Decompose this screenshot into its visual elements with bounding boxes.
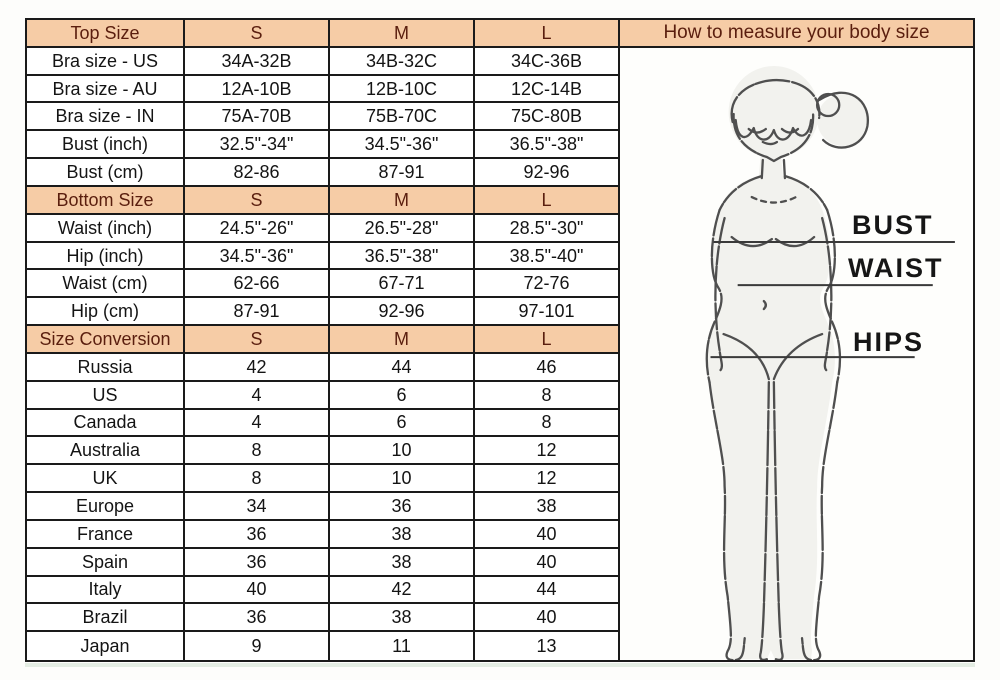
- waist-label: WAIST: [848, 252, 944, 283]
- row-label-cell: Japan: [27, 632, 185, 660]
- row-label-cell: US: [27, 382, 185, 410]
- size-value-cell: 4: [185, 410, 330, 438]
- row-label-cell: France: [27, 521, 185, 549]
- size-value-cell: 12: [475, 465, 618, 493]
- size-value-cell: 6: [330, 410, 475, 438]
- size-value-cell: 38: [330, 604, 475, 632]
- row-label-cell: Waist (cm): [27, 270, 185, 298]
- bust-label: BUST: [852, 209, 934, 240]
- size-value-cell: 38.5"-40": [475, 243, 618, 271]
- size-value-cell: 44: [330, 354, 475, 382]
- size-value-cell: 36.5"-38": [475, 131, 618, 159]
- section-title-cell: Top Size: [27, 20, 185, 48]
- row-label-cell: Spain: [27, 549, 185, 577]
- section-title-cell: Bottom Size: [27, 187, 185, 215]
- size-value-cell: 62-66: [185, 270, 330, 298]
- size-value-cell: 75C-80B: [475, 103, 618, 131]
- size-value-cell: 6: [330, 382, 475, 410]
- size-value-cell: 36: [185, 521, 330, 549]
- size-value-cell: 36: [185, 549, 330, 577]
- row-label-cell: Bra size - AU: [27, 76, 185, 104]
- size-value-cell: 34: [185, 493, 330, 521]
- size-value-cell: 34A-32B: [185, 48, 330, 76]
- size-value-cell: 26.5"-28": [330, 215, 475, 243]
- row-label-cell: Hip (cm): [27, 298, 185, 326]
- size-value-cell: 36.5"-38": [330, 243, 475, 271]
- size-value-cell: 12C-14B: [475, 76, 618, 104]
- size-value-cell: 42: [330, 577, 475, 605]
- section-title-cell: Size Conversion: [27, 326, 185, 354]
- row-label-cell: Waist (inch): [27, 215, 185, 243]
- size-value-cell: 4: [185, 382, 330, 410]
- panel-title: How to measure your body size: [620, 20, 973, 48]
- size-col-header: L: [475, 326, 618, 354]
- size-value-cell: 92-96: [330, 298, 475, 326]
- size-value-cell: 10: [330, 437, 475, 465]
- size-value-cell: 34.5"-36": [330, 131, 475, 159]
- size-value-cell: 11: [330, 632, 475, 660]
- row-label-cell: Australia: [27, 437, 185, 465]
- size-value-cell: 87-91: [330, 159, 475, 187]
- size-col-header: M: [330, 187, 475, 215]
- size-value-cell: 82-86: [185, 159, 330, 187]
- size-value-cell: 36: [185, 604, 330, 632]
- size-value-cell: 36: [330, 493, 475, 521]
- size-value-cell: 12B-10C: [330, 76, 475, 104]
- row-label-cell: Bust (inch): [27, 131, 185, 159]
- size-value-cell: 40: [475, 549, 618, 577]
- size-table: [25, 18, 620, 662]
- row-label-cell: Bust (cm): [27, 159, 185, 187]
- row-label-cell: Italy: [27, 577, 185, 605]
- table-bottom-shadow: [25, 663, 975, 667]
- size-value-cell: 42: [185, 354, 330, 382]
- size-value-cell: 32.5"-34": [185, 131, 330, 159]
- size-value-cell: 8: [475, 410, 618, 438]
- size-value-cell: 12A-10B: [185, 76, 330, 104]
- size-value-cell: 34B-32C: [330, 48, 475, 76]
- size-value-cell: 40: [185, 577, 330, 605]
- size-value-cell: 8: [185, 465, 330, 493]
- size-col-header: L: [475, 187, 618, 215]
- size-value-cell: 44: [475, 577, 618, 605]
- size-value-cell: 92-96: [475, 159, 618, 187]
- size-col-header: S: [185, 187, 330, 215]
- size-value-cell: 8: [185, 437, 330, 465]
- row-label-cell: Europe: [27, 493, 185, 521]
- size-value-cell: 24.5"-26": [185, 215, 330, 243]
- size-col-header: M: [330, 20, 475, 48]
- size-value-cell: 38: [475, 493, 618, 521]
- size-col-header: S: [185, 326, 330, 354]
- measure-panel: [620, 18, 975, 662]
- size-value-cell: 67-71: [330, 270, 475, 298]
- size-value-cell: 38: [330, 549, 475, 577]
- row-label-cell: Bra size - IN: [27, 103, 185, 131]
- size-value-cell: 40: [475, 604, 618, 632]
- size-col-header: S: [185, 20, 330, 48]
- size-value-cell: 75B-70C: [330, 103, 475, 131]
- row-label-cell: Brazil: [27, 604, 185, 632]
- row-label-cell: Bra size - US: [27, 48, 185, 76]
- figure-area: [620, 48, 973, 660]
- size-col-header: M: [330, 326, 475, 354]
- row-label-cell: Canada: [27, 410, 185, 438]
- size-value-cell: 12: [475, 437, 618, 465]
- size-value-cell: 40: [475, 521, 618, 549]
- size-value-cell: 28.5"-30": [475, 215, 618, 243]
- row-label-cell: UK: [27, 465, 185, 493]
- size-value-cell: 97-101: [475, 298, 618, 326]
- size-value-cell: 8: [475, 382, 618, 410]
- size-value-cell: 34.5"-36": [185, 243, 330, 271]
- size-value-cell: 87-91: [185, 298, 330, 326]
- row-label-cell: Hip (inch): [27, 243, 185, 271]
- size-value-cell: 75A-70B: [185, 103, 330, 131]
- row-label-cell: Russia: [27, 354, 185, 382]
- size-value-cell: 10: [330, 465, 475, 493]
- size-value-cell: 34C-36B: [475, 48, 618, 76]
- size-value-cell: 9: [185, 632, 330, 660]
- size-value-cell: 72-76: [475, 270, 618, 298]
- size-value-cell: 38: [330, 521, 475, 549]
- size-value-cell: 46: [475, 354, 618, 382]
- hips-label: HIPS: [853, 326, 925, 357]
- size-col-header: L: [475, 20, 618, 48]
- size-value-cell: 13: [536, 636, 557, 657]
